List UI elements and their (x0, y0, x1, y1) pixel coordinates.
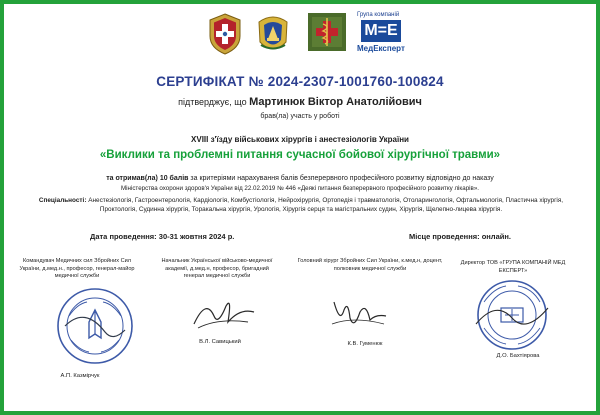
signatory-name-2: В.Л. Савицький (199, 339, 241, 345)
specialties-label: Спеціальності: (38, 197, 87, 204)
credit-prefix: та отримав(ла) (106, 175, 158, 182)
company-stamp-icon (470, 278, 554, 352)
signatory-title-3: Головний хірург Збройних Сил України, к.мед.н, доцент, полковник медичної служби (297, 258, 443, 272)
signatory-name-1: А.П. Казмірчук (60, 373, 100, 379)
certificate-title: СЕРТИФІКАТ № 2024-2307-1001760-100824 (156, 74, 444, 89)
signatory-title-4: Директор ТОВ «ГРУПА КОМПАНІЙ МЕД ЕКСПЕРТ» (460, 260, 566, 274)
participation-text: брав(ла) участь у роботі (260, 113, 340, 120)
medexpert-name: МедЕксперт (357, 44, 405, 53)
signatory-title-2: Начальник Української військово-медичної академії, д.мед.н, професор, бригадний генерал медичної служби (161, 258, 273, 280)
recipient-name: Мартинюк Віктор Анатолійович (249, 96, 422, 108)
signatory-title-1: Командувач Медичних сил Збройних Сил України, д.мед.н., професор, генерал-майор медичної служби (19, 258, 135, 280)
medexpert-logo (357, 12, 427, 56)
university-emblem-icon (255, 12, 291, 56)
medical-forces-emblem-icon (207, 12, 243, 56)
official-stamp-icon (55, 286, 135, 366)
medexpert-mark: M=E (361, 20, 401, 42)
event-date: Дата проведення: 30-31 жовтня 2024 р. (90, 232, 235, 241)
credit-points: 10 балів (159, 175, 189, 182)
group-subtitle: Група компаній (357, 12, 400, 18)
specialties-list: Анестезіологія, Гастроентерологія, Кардіологія, Комбустіологія, Нейрохірургія, Ортопедія і травматологія, Отоларингологія, Офтальмологія, Пластична хірургія, Проктологія, Судинна хірургія, Торакальна хірургія, Урологія, Хірургія серця та магістральних судин, Хірургія, Щелепно-лицева хірургія. (88, 197, 564, 213)
signatory-name-3: К.В. Гуменюк (347, 341, 383, 347)
logos-row (0, 12, 600, 58)
event-subtitle: «Виклики та проблемні питання сучасної бойової хірургічної травми» (99, 149, 501, 161)
confirm-text: підтверджує, що (178, 97, 247, 107)
signature-icon (188, 294, 260, 334)
event-title: XVIII з'їзду військових хірургів і анестезіологів України (191, 135, 409, 144)
confirm-line (0, 96, 600, 108)
credit-suffix: за критеріями нарахування балів безперервного професійного розвитку відповідно до наказу (190, 175, 494, 182)
army-medical-emblem-icon (307, 12, 347, 52)
event-place: Місце проведення: онлайн. (409, 232, 511, 241)
signatory-name-4: Д.О. Бахтіярова (496, 353, 540, 359)
order-reference: Міністерства охорони здоров'я України від 22.02.2019 № 446 «Деякі питання безперервного професійного розвитку лікарів». (121, 185, 479, 192)
specialties-block (20, 196, 582, 214)
signature-icon (326, 294, 390, 336)
credit-line (0, 175, 600, 182)
